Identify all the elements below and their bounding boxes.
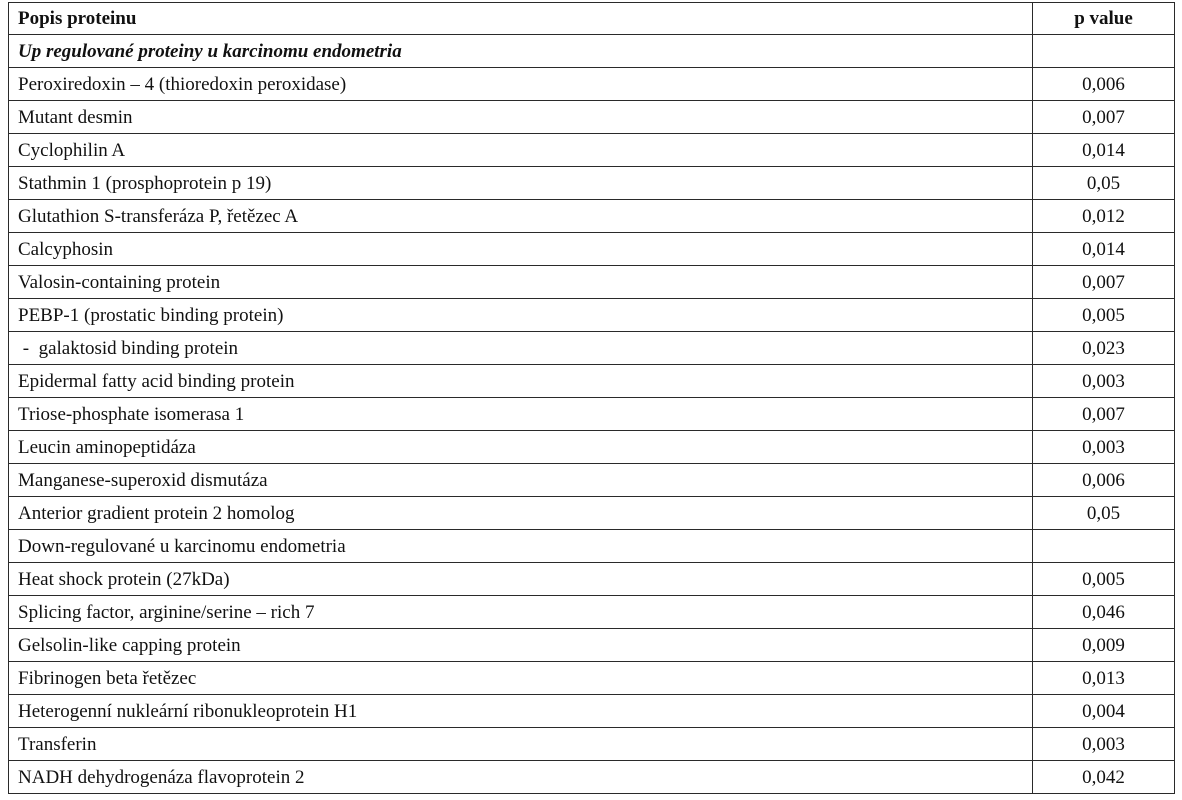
table-row <box>9 167 1175 200</box>
protein-name: Mutant desmin <box>9 101 1033 134</box>
section-p-empty <box>1033 35 1175 68</box>
protein-name: Anterior gradient protein 2 homolog <box>9 497 1033 530</box>
protein-name: Cyclophilin A <box>9 134 1033 167</box>
p-value: 0,007 <box>1033 266 1175 299</box>
p-value: 0,006 <box>1033 464 1175 497</box>
p-value: 0,023 <box>1033 332 1175 365</box>
protein-name: PEBP-1 (prostatic binding protein) <box>9 299 1033 332</box>
section-label: Up regulované proteiny u karcinomu endometria <box>9 35 1033 68</box>
p-value: 0,003 <box>1033 431 1175 464</box>
protein-name: - galaktosid binding protein <box>9 332 1033 365</box>
table-row <box>9 233 1175 266</box>
p-value: 0,046 <box>1033 596 1175 629</box>
protein-name: Valosin-containing protein <box>9 266 1033 299</box>
protein-name: Heterogenní nukleární ribonukleoprotein H1 <box>9 695 1033 728</box>
p-value: 0,007 <box>1033 101 1175 134</box>
p-value: 0,005 <box>1033 563 1175 596</box>
p-value: 0,05 <box>1033 167 1175 200</box>
p-value: 0,007 <box>1033 398 1175 431</box>
table-row <box>9 200 1175 233</box>
p-value: 0,042 <box>1033 761 1175 794</box>
protein-name: Transferin <box>9 728 1033 761</box>
protein-name: Fibrinogen beta řetězec <box>9 662 1033 695</box>
table-row <box>9 464 1175 497</box>
protein-name: Heat shock protein (27kDa) <box>9 563 1033 596</box>
table-row <box>9 629 1175 662</box>
protein-name: Peroxiredoxin – 4 (thioredoxin peroxidase) <box>9 68 1033 101</box>
table-row <box>9 728 1175 761</box>
header-p-value: p value <box>1033 3 1175 35</box>
protein-table <box>8 2 1175 794</box>
section-row <box>9 530 1175 563</box>
p-value: 0,009 <box>1033 629 1175 662</box>
table-row <box>9 299 1175 332</box>
section-p-empty <box>1033 530 1175 563</box>
table-row <box>9 563 1175 596</box>
table-body <box>9 35 1175 794</box>
section-row <box>9 35 1175 68</box>
p-value: 0,003 <box>1033 365 1175 398</box>
table-row <box>9 332 1175 365</box>
p-value: 0,003 <box>1033 728 1175 761</box>
p-value: 0,012 <box>1033 200 1175 233</box>
p-value: 0,014 <box>1033 233 1175 266</box>
table-row <box>9 695 1175 728</box>
protein-name: Manganese-superoxid dismutáza <box>9 464 1033 497</box>
header-protein-description: Popis proteinu <box>9 3 1033 35</box>
p-value: 0,013 <box>1033 662 1175 695</box>
table-row <box>9 266 1175 299</box>
protein-name: Calcyphosin <box>9 233 1033 266</box>
protein-name: Stathmin 1 (prosphoprotein p 19) <box>9 167 1033 200</box>
table-row <box>9 365 1175 398</box>
table-row <box>9 662 1175 695</box>
protein-name: Splicing factor, arginine/serine – rich 7 <box>9 596 1033 629</box>
protein-name: Triose-phosphate isomerasa 1 <box>9 398 1033 431</box>
p-value: 0,005 <box>1033 299 1175 332</box>
protein-name: Epidermal fatty acid binding protein <box>9 365 1033 398</box>
protein-name: Leucin aminopeptidáza <box>9 431 1033 464</box>
table-row <box>9 761 1175 794</box>
table-row <box>9 431 1175 464</box>
p-value: 0,014 <box>1033 134 1175 167</box>
header-row <box>9 3 1175 35</box>
table-row <box>9 497 1175 530</box>
p-value: 0,05 <box>1033 497 1175 530</box>
table-row <box>9 596 1175 629</box>
p-value: 0,004 <box>1033 695 1175 728</box>
protein-name: Glutathion S-transferáza P, řetězec A <box>9 200 1033 233</box>
p-value: 0,006 <box>1033 68 1175 101</box>
table-row <box>9 68 1175 101</box>
protein-name: NADH dehydrogenáza flavoprotein 2 <box>9 761 1033 794</box>
protein-name: Gelsolin-like capping protein <box>9 629 1033 662</box>
section-label: Down-regulované u karcinomu endometria <box>9 530 1033 563</box>
table-row <box>9 398 1175 431</box>
table-row <box>9 101 1175 134</box>
table-row <box>9 134 1175 167</box>
